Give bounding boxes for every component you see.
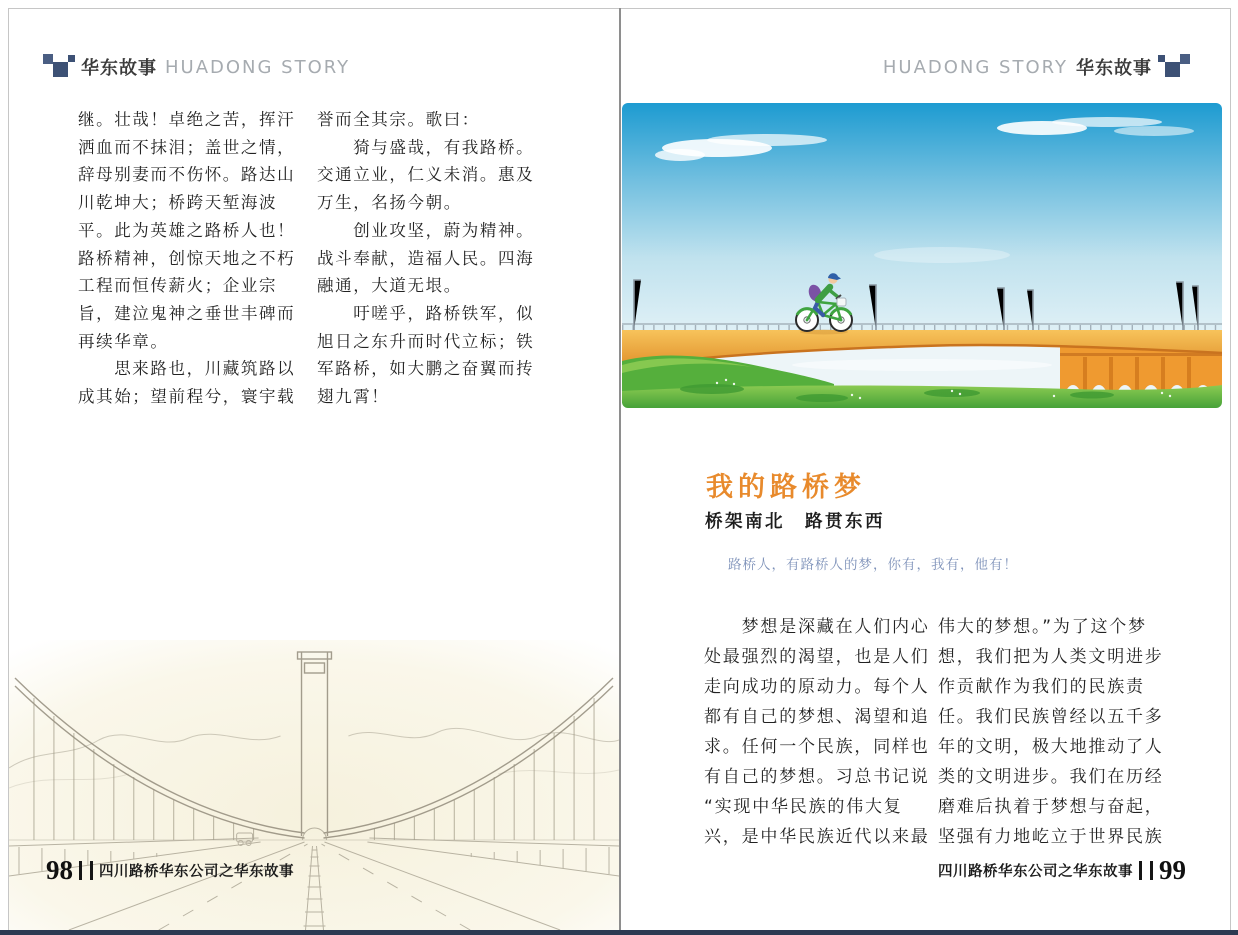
text-line: 猗与盛哉，有我路桥。 [317,137,535,157]
text-line: 洒血而不抹泪；盖世之情， [78,137,296,157]
text-line: 创业攻坚，蔚为精神。 [317,220,535,240]
text-line: 想，我们把为人类文明进步 [938,647,1164,667]
text-line: 作贡献作为我们的民族责 [938,677,1145,697]
text-line: 任。我们民族曾经以五千多 [938,707,1164,727]
footer-divider-bars [79,861,93,880]
header-title-cn: 华东故事 [1076,58,1152,79]
bridge-sketch-illustration [9,640,619,930]
text-line: 处最强烈的渴望，也是人们 [704,647,930,667]
text-line: 求。任何一个民族，同样也 [704,737,930,757]
text-line: 旭日之东升而时代立标；铁 [317,331,535,351]
text-line: 类的文明进步。我们在历经 [938,767,1164,787]
text-line: 交通立业，仁义未消。惠及 [317,165,535,185]
text-line: 再续华章。 [78,331,169,351]
text-line: 有自己的梦想。习总书记说 [704,767,930,787]
text-line: 坚强有力地屹立于世界民族 [938,827,1164,847]
text-line: 路桥精神，创惊天地之不朽 [78,248,296,268]
text-line: 万生，名扬今朝。 [317,193,462,213]
text-line: 翅九霄！ [317,387,390,407]
header-title-cn: 华东故事 [81,58,157,79]
footer-divider-bars [1139,861,1153,880]
text-line: 平。此为英雄之路桥人也！ [78,220,296,240]
text-line: 吁嗟乎，路桥铁军，似 [317,303,535,323]
text-line: 梦想是深藏在人们内心 [704,617,930,637]
book-title: 四川路桥华东公司之华东故事 [938,863,1133,880]
text-line: 伟大的梦想。”为了这个梦 [938,617,1147,637]
left-text-column-1 [78,106,295,411]
text-line: 继。壮哉！卓绝之苦，挥汗 [78,110,296,129]
text-line: 军路桥，如大鹏之奋翼而抟 [317,359,535,379]
cyclist-bridge-illustration [622,103,1222,408]
text-line: 年的文明，极大地推动了人 [938,737,1164,757]
text-line: 磨难后执着于梦想与奋起， [938,797,1164,817]
page-frame-line [1230,8,1231,930]
text-line: 成其始；望前程兮，寰宇载 [78,387,296,407]
text-line: 工程而恒传薪火；企业宗 [78,276,278,296]
header-title-en: HUADONG STORY [882,56,1068,78]
story-quote: 路桥人，有路桥人的梦，你有，我有，他有！ [728,557,1018,573]
text-line: 誉而全其宗。歌曰： [317,110,480,129]
text-line: 走向成功的原动力。每个人 [704,677,930,697]
story-subtitle: 桥架南北 路贯东西 [705,511,885,532]
text-line: “实现中华民族的伟大复 [704,797,903,817]
right-text-column-2 [938,612,1164,852]
text-line: 都有自己的梦想、渴望和追 [704,707,930,727]
text-line: 旨，建泣鬼神之垂世丰碑而 [78,303,296,323]
text-line: 思来路也，川藏筑路以 [78,359,296,379]
bottom-accent-bar [0,930,1238,935]
left-page-footer [46,854,294,886]
pixel-squares-logo-icon [43,54,75,80]
right-page-header [883,52,1190,82]
left-text-column-2 [317,106,534,411]
book-title: 四川路桥华东公司之华东故事 [99,863,294,880]
story-title: 我的路桥梦 [706,472,866,504]
right-text-column-1 [704,612,930,852]
text-line: 融通，大道无垠。 [317,276,462,296]
right-page-footer [938,854,1186,886]
header-title-en: HUADONG STORY [165,56,351,78]
page-number: 99 [1159,854,1186,885]
text-line: 辞母别妻而不伤怀。路达山 [78,165,296,185]
text-line: 川乾坤大；桥跨天堑海波 [78,193,278,213]
text-line: 战斗奉献，造福人民。四海 [317,248,535,268]
pixel-squares-logo-icon [1158,54,1190,80]
left-page-header [43,52,350,82]
page-number: 98 [46,854,73,885]
page-gutter-divider [619,8,621,930]
text-line: 兴，是中华民族近代以来最 [704,827,930,847]
